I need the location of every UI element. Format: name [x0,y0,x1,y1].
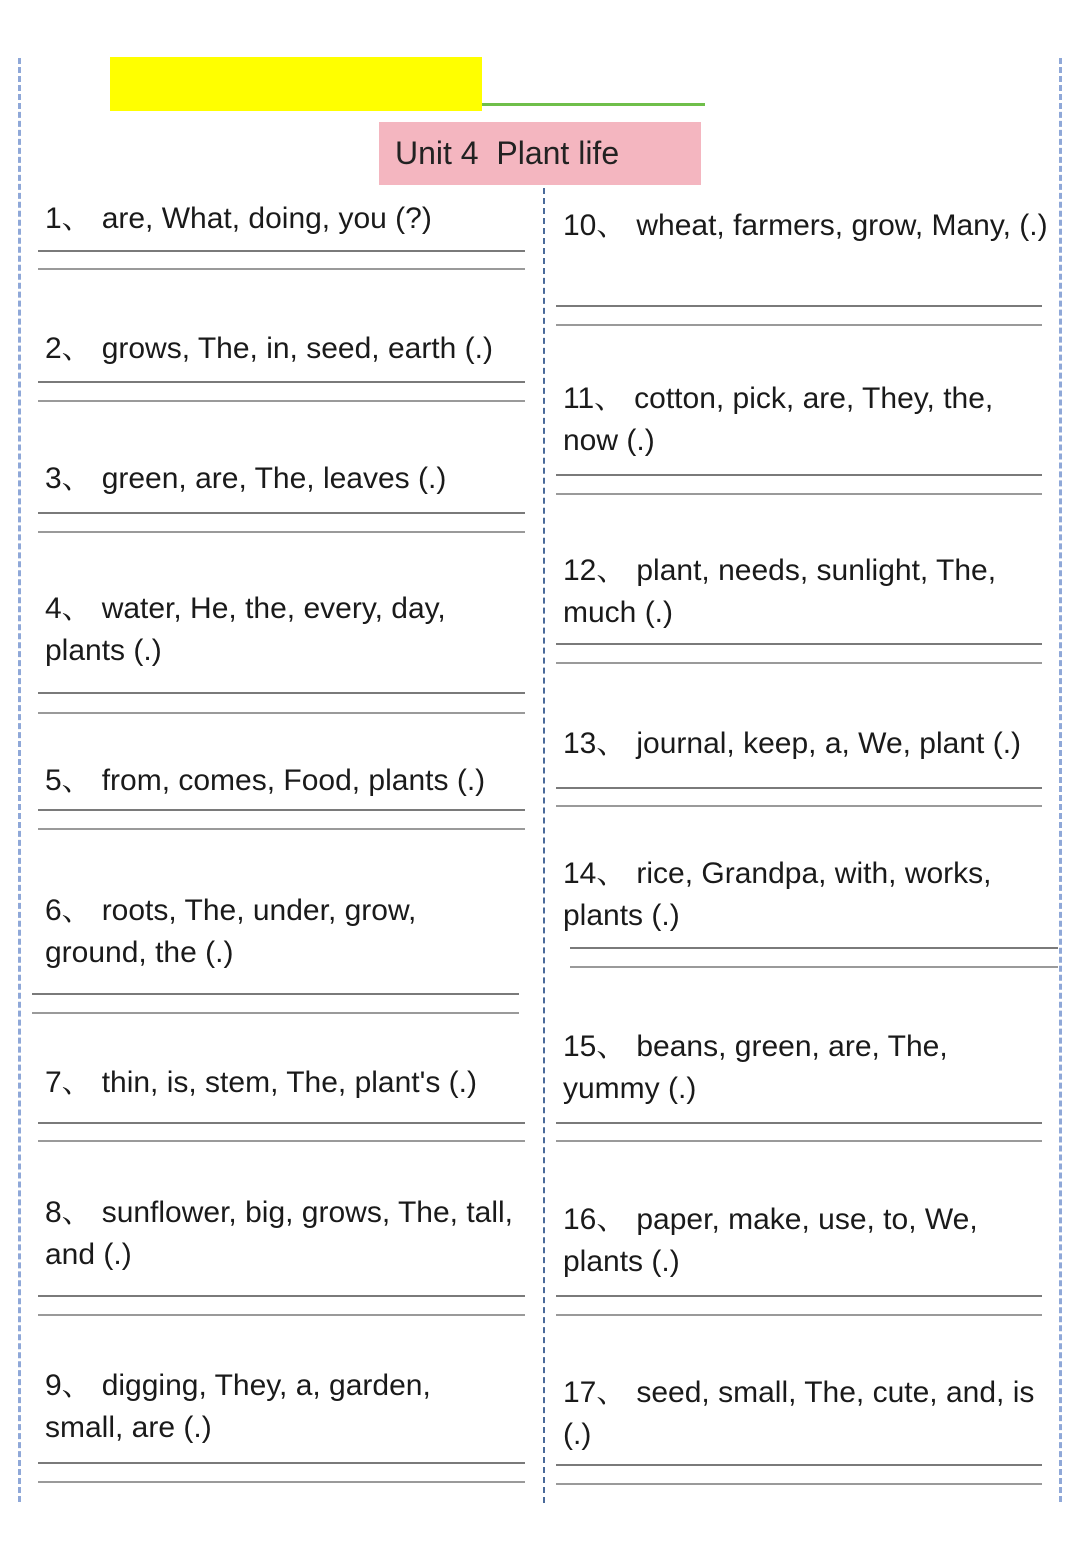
name-underline [482,103,705,106]
answer-line-1b[interactable] [38,268,525,270]
answer-line-1a[interactable] [38,250,525,252]
answer-line-4a[interactable] [38,692,525,694]
answer-line-9a[interactable] [38,1462,525,1464]
question-1 [45,198,525,240]
answer-line-14a[interactable] [570,947,1058,949]
answer-line-9b[interactable] [38,1481,525,1483]
answer-line-6a[interactable] [32,993,519,995]
question-text: journal, keep, a, We, plant (.) [636,727,1022,760]
question-text: from, comes, Food, plants (.) [101,764,486,797]
question-13 [563,723,1059,765]
question-number: 6、 [45,894,92,927]
answer-line-12b[interactable] [556,662,1042,664]
answer-line-13a[interactable] [556,787,1042,789]
question-text: cotton, pick, are, They, the, now (.) [563,382,994,457]
question-9 [45,1365,495,1449]
question-number: 14、 [563,857,627,890]
question-5 [45,760,525,802]
question-7 [45,1062,535,1104]
question-text: roots, The, under, grow, ground, the (.) [45,894,417,969]
question-number: 7、 [45,1066,92,1099]
answer-line-5a[interactable] [38,809,525,811]
question-number: 15、 [563,1030,627,1063]
question-number: 4、 [45,592,92,625]
question-text: plant, needs, sunlight, The, much (.) [563,554,997,629]
question-number: 10、 [563,209,627,242]
answer-line-8b[interactable] [38,1314,525,1316]
question-4 [45,588,505,672]
question-number: 3、 [45,462,92,495]
question-number: 13、 [563,727,627,760]
question-text: wheat, farmers, grow, Many, (.) [636,209,1048,242]
question-number: 5、 [45,764,92,797]
answer-line-12a[interactable] [556,643,1042,645]
question-text: paper, make, use, to, We, plants (.) [563,1203,978,1278]
answer-line-16a[interactable] [556,1295,1042,1297]
question-text: rice, Grandpa, with, works, plants (.) [563,857,992,932]
answer-line-4b[interactable] [38,712,525,714]
question-12 [563,550,1043,634]
answer-line-11a[interactable] [556,474,1042,476]
question-text: thin, is, stem, The, plant's (.) [101,1066,477,1099]
page-title: Unit 4 Plant life [379,122,701,185]
answer-line-15b[interactable] [556,1140,1042,1142]
answer-line-11b[interactable] [556,493,1042,495]
question-text: water, He, the, every, day, plants (.) [45,592,446,667]
question-number: 8、 [45,1196,92,1229]
question-8 [45,1192,515,1276]
column-divider [543,188,545,1503]
question-number: 9、 [45,1369,92,1402]
answer-line-5b[interactable] [38,828,525,830]
question-14 [563,853,1043,937]
answer-line-10b[interactable] [556,324,1042,326]
question-number: 2、 [45,332,92,365]
question-text: beans, green, are, The, yummy (.) [563,1030,948,1105]
question-6 [45,890,505,974]
question-text: grows, The, in, seed, earth (.) [101,332,493,365]
answer-line-13b[interactable] [556,805,1042,807]
answer-line-3a[interactable] [38,512,525,514]
answer-line-7b[interactable] [38,1140,525,1142]
question-17 [563,1372,1059,1456]
answer-line-3b[interactable] [38,531,525,533]
answer-line-15a[interactable] [556,1122,1042,1124]
question-number: 17、 [563,1376,627,1409]
question-number: 16、 [563,1203,627,1236]
answer-line-2b[interactable] [38,400,525,402]
question-text: seed, small, The, cute, and, is (.) [563,1376,1035,1451]
answer-line-7a[interactable] [38,1122,525,1124]
question-text: are, What, doing, you (?) [101,202,432,235]
question-11 [563,378,1043,462]
answer-line-14b[interactable] [570,966,1058,968]
question-text: digging, They, a, garden, small, are (.) [45,1369,431,1444]
question-number: 11、 [563,382,625,415]
name-highlight-box [110,57,482,111]
answer-line-17a[interactable] [556,1464,1042,1466]
question-text: sunflower, big, grows, The, tall, and (.) [45,1196,514,1271]
right-margin-line [1059,58,1062,1502]
answer-line-17b[interactable] [556,1483,1042,1485]
answer-line-6b[interactable] [32,1012,519,1014]
question-10 [563,205,1055,247]
question-3 [45,458,525,500]
question-number: 12、 [563,554,627,587]
question-16 [563,1199,1023,1283]
answer-line-8a[interactable] [38,1295,525,1297]
answer-line-2a[interactable] [38,381,525,383]
left-margin-line [18,58,21,1502]
question-2 [45,328,535,370]
question-15 [563,1026,1023,1110]
question-text: green, are, The, leaves (.) [101,462,447,495]
question-number: 1、 [45,202,92,235]
answer-line-10a[interactable] [556,305,1042,307]
answer-line-16b[interactable] [556,1314,1042,1316]
